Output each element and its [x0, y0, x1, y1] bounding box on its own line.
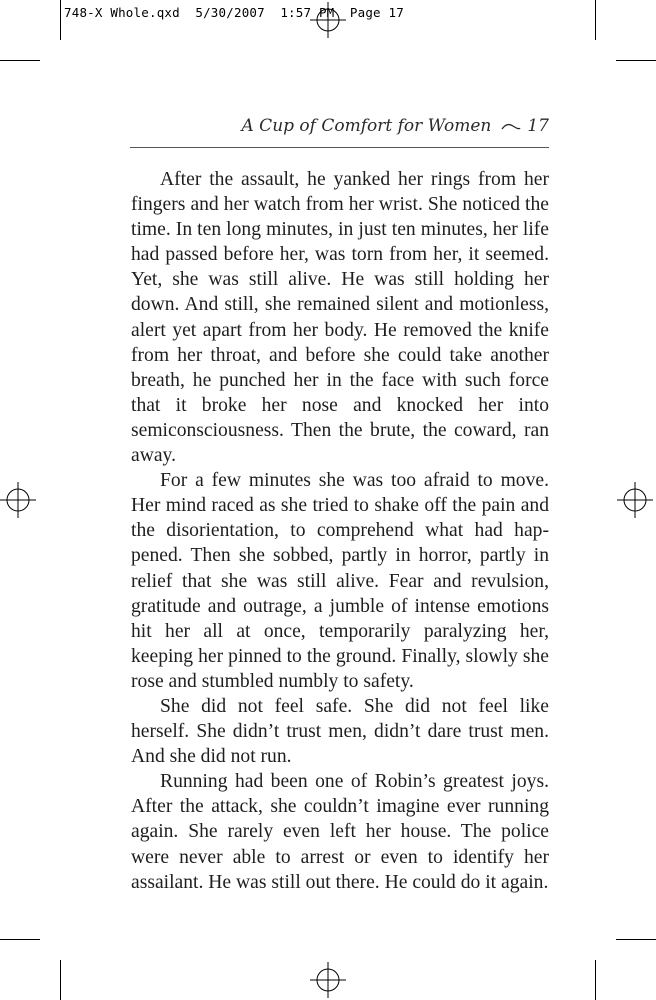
crop-mark-bottom-left-horizontal — [0, 939, 40, 940]
crop-mark-bottom-right-vertical — [595, 960, 596, 1000]
paragraph: Running had been one of Robin’s greatest joys. After the attack, she couldn’t imagine ever running again. She rarely even left her house. The police were never able to arrest or even to identify her assailant. He was still out there. He could do it again. — [131, 771, 549, 893]
registration-mark-right-icon — [617, 482, 653, 518]
running-head-page-number: 17 — [527, 116, 549, 136]
crop-mark-bottom-right-horizontal — [616, 939, 656, 940]
crop-mark-top-left-vertical — [60, 0, 61, 40]
crop-mark-top-left-horizontal — [0, 60, 40, 61]
body-text — [131, 167, 549, 895]
crop-mark-top-right-vertical — [595, 0, 596, 40]
slug-file: 748-X Whole.qxd — [64, 5, 180, 20]
crop-mark-top-right-horizontal — [616, 60, 656, 61]
slug-page-label: Page 17 — [349, 5, 404, 20]
running-head-title: A Cup of Comfort for Women — [241, 116, 492, 136]
slug-date: 5/30/2007 — [195, 5, 265, 20]
paragraph: After the assault, he yanked her rings from her fingers and her watch from her wrist. She noticed the time. In ten long minutes, in just ten minutes, her life had passed before her, was torn from her, it seemed. Yet, she was still alive. He was still holding her down. And still, she remained silent and motionless, alert yet apart from her body. He removed the knife from her throat, and before she could take another breath, he punched her in the face with such force that it broke her nose and knocked her into semiconsciousness. Then the brute, the coward, ran away. — [131, 169, 549, 467]
paragraph: She did not feel safe. She did not feel like herself. She didn’t trust men, didn’t dare trust men. And she did not run. — [131, 695, 549, 768]
running-head — [130, 116, 549, 136]
registration-mark-left-icon — [0, 482, 36, 518]
paragraph: For a few minutes she was too afraid to move. Her mind raced as she tried to shake off the pain and the disorientation, to comprehend what had happened. Then she sobbed, partly in horror, partly in relief that she was still alive. Fear and revulsion, gratitude and outrage, a jumble of intense emotions hit her all at once, temporarily paralyzing her, keeping her pinned to the ground. Finally, slowly she rose and stumbled numbly to safety. — [131, 470, 549, 692]
registration-mark-bottom-icon — [310, 962, 346, 998]
header-rule — [130, 147, 549, 148]
registration-mark-top-icon — [310, 2, 346, 38]
printer-slug — [64, 5, 404, 20]
crop-mark-bottom-left-vertical — [60, 960, 61, 1000]
slug-time: 1:57 PM — [280, 5, 335, 20]
swash-ornament-icon — [501, 122, 521, 132]
